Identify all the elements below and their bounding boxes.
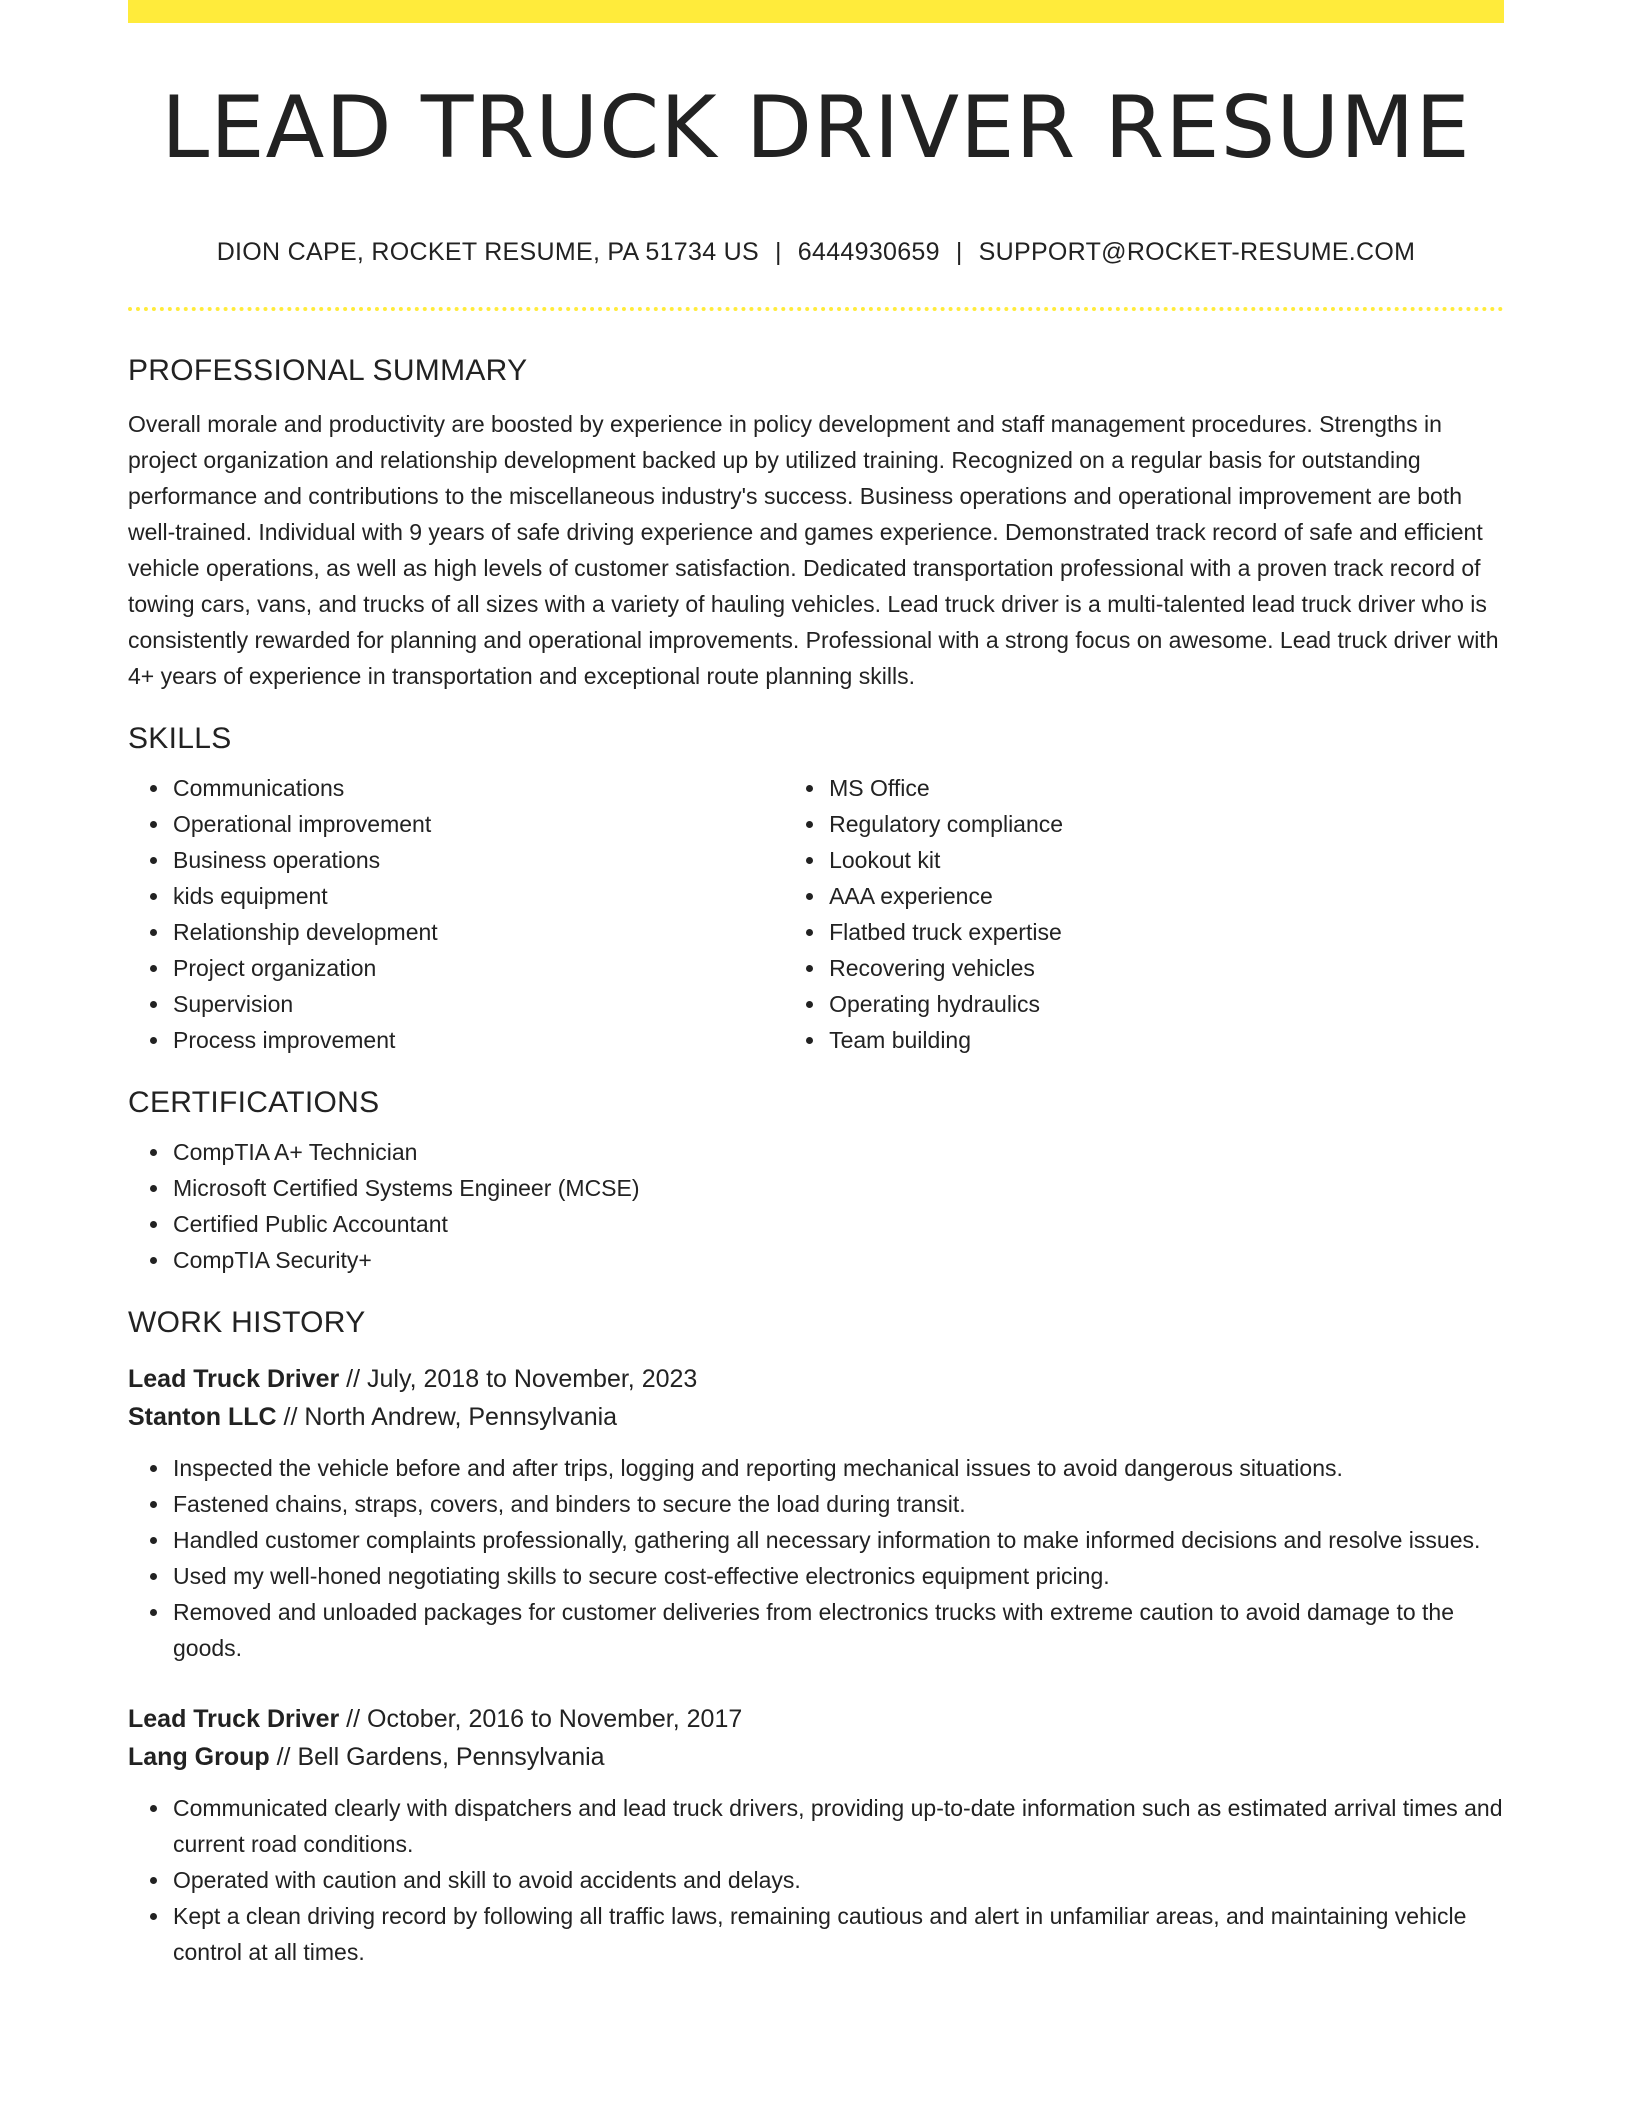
skill-item: • Relationship development — [171, 914, 784, 950]
skill-item: • Flatbed truck expertise — [827, 914, 1504, 950]
skill-item: • Regulatory compliance — [827, 806, 1504, 842]
job-bullets — [128, 1790, 1504, 1970]
certifications-heading: CERTIFICATIONS — [128, 1086, 380, 1119]
contact-separator: | — [775, 238, 782, 266]
job-title: Lead Truck Driver — [128, 1705, 340, 1733]
skill-item: • Recovering vehicles — [827, 950, 1504, 986]
summary-heading: PROFESSIONAL SUMMARY — [128, 354, 528, 387]
job-company: Stanton LLC — [128, 1403, 277, 1431]
job-bullet: • Removed and unloaded packages for customer deliveries from electronics trucks with extreme caution to avoid damage to the goods. — [171, 1594, 1504, 1666]
skill-item: • Supervision — [171, 986, 784, 1022]
job-company-line — [128, 1398, 1504, 1436]
skills-list-right — [784, 770, 1504, 1058]
job-title-line — [128, 1700, 1504, 1738]
skill-item: • Business operations — [171, 842, 784, 878]
skill-item: • Team building — [827, 1022, 1504, 1058]
job-company: Lang Group — [128, 1743, 270, 1771]
job-dates: // July, 2018 to November, 2023 — [346, 1365, 698, 1393]
summary-text: Overall morale and productivity are boosted by experience in policy development and staff management procedures. Strengths in project organization and relationship development backed up by utilized training. Recognized on a regular basis for outstanding performance and contributions to the miscellaneous industry's success. Business operations and operational improvement are both well-trained. Individual with 9 years of safe driving experience and games experience. Demonstrated track record of safe and efficient vehicle operations, as well as high levels of customer satisfaction. Dedicated transportation professional with a proven track record of towing cars, vans, and trucks of all sizes with a variety of hauling vehicles. Lead truck driver is a multi-talented lead truck driver who is consistently rewarded for planning and operational improvements. Professional with a strong focus on awesome. Lead truck driver with 4+ years of experience in transportation and exceptional route planning skills. — [128, 411, 1499, 689]
certification-item: • CompTIA Security+ — [171, 1242, 1504, 1278]
job-bullets — [128, 1450, 1504, 1666]
resume-title: LEAD TRUCK DRIVER RESUME — [161, 78, 1471, 178]
skill-item: • MS Office — [827, 770, 1504, 806]
work-history-section — [128, 1306, 1504, 1970]
certifications-section — [128, 1086, 1504, 1278]
skill-item: • Operating hydraulics — [827, 986, 1504, 1022]
job-bullet: • Handled customer complaints professionally, gathering all necessary information to make informed decisions and resolve issues. — [171, 1522, 1504, 1558]
skill-item: • Operational improvement — [171, 806, 784, 842]
job-bullet: • Used my well-honed negotiating skills to secure cost-effective electronics equipment pricing. — [171, 1558, 1504, 1594]
skills-heading: SKILLS — [128, 722, 232, 755]
job-bullet: • Kept a clean driving record by following all traffic laws, remaining cautious and alert in unfamiliar areas, and maintaining vehicle control at all times. — [171, 1898, 1504, 1970]
certification-item: • Certified Public Accountant — [171, 1206, 1504, 1242]
contact-separator: | — [955, 238, 963, 266]
accent-bar — [128, 0, 1504, 23]
resume-content — [128, 354, 1504, 1970]
contact-line — [128, 238, 1504, 267]
certification-item: • Microsoft Certified Systems Engineer (MCSE) — [171, 1170, 1504, 1206]
job-location: // Bell Gardens, Pennsylvania — [276, 1743, 605, 1771]
contact-address: DION CAPE, ROCKET RESUME, PA 51734 US — [216, 238, 759, 266]
job-title: Lead Truck Driver — [128, 1365, 340, 1393]
skill-item: • kids equipment — [171, 878, 784, 914]
contact-phone: 6444930659 — [797, 238, 940, 266]
job-bullet: • Operated with caution and skill to avoid accidents and delays. — [171, 1862, 1504, 1898]
contact-email: SUPPORT@ROCKET-RESUME.COM — [978, 238, 1416, 266]
certification-item: • CompTIA A+ Technician — [171, 1134, 1504, 1170]
dotted-divider — [128, 307, 1504, 311]
skills-list-left — [128, 770, 784, 1058]
certifications-list — [128, 1134, 1504, 1278]
job-entry — [128, 1700, 1504, 1970]
skill-item: • Communications — [171, 770, 784, 806]
job-bullet: • Fastened chains, straps, covers, and binders to secure the load during transit. — [171, 1486, 1504, 1522]
job-bullet: • Communicated clearly with dispatchers and lead truck drivers, providing up-to-date information such as estimated arrival times and current road conditions. — [171, 1790, 1504, 1862]
job-bullet: • Inspected the vehicle before and after trips, logging and reporting mechanical issues to avoid dangerous situations. — [171, 1450, 1504, 1486]
skills-section — [128, 722, 1504, 1058]
job-dates: // October, 2016 to November, 2017 — [346, 1705, 743, 1733]
skill-item: • Lookout kit — [827, 842, 1504, 878]
skill-item: • AAA experience — [827, 878, 1504, 914]
skill-item: • Project organization — [171, 950, 784, 986]
job-title-line — [128, 1360, 1504, 1398]
job-company-line — [128, 1738, 1504, 1776]
skill-item: • Process improvement — [171, 1022, 784, 1058]
job-location: // North Andrew, Pennsylvania — [283, 1403, 618, 1431]
work-history-heading: WORK HISTORY — [128, 1306, 366, 1339]
job-entry — [128, 1360, 1504, 1666]
skills-columns — [128, 770, 1504, 1058]
